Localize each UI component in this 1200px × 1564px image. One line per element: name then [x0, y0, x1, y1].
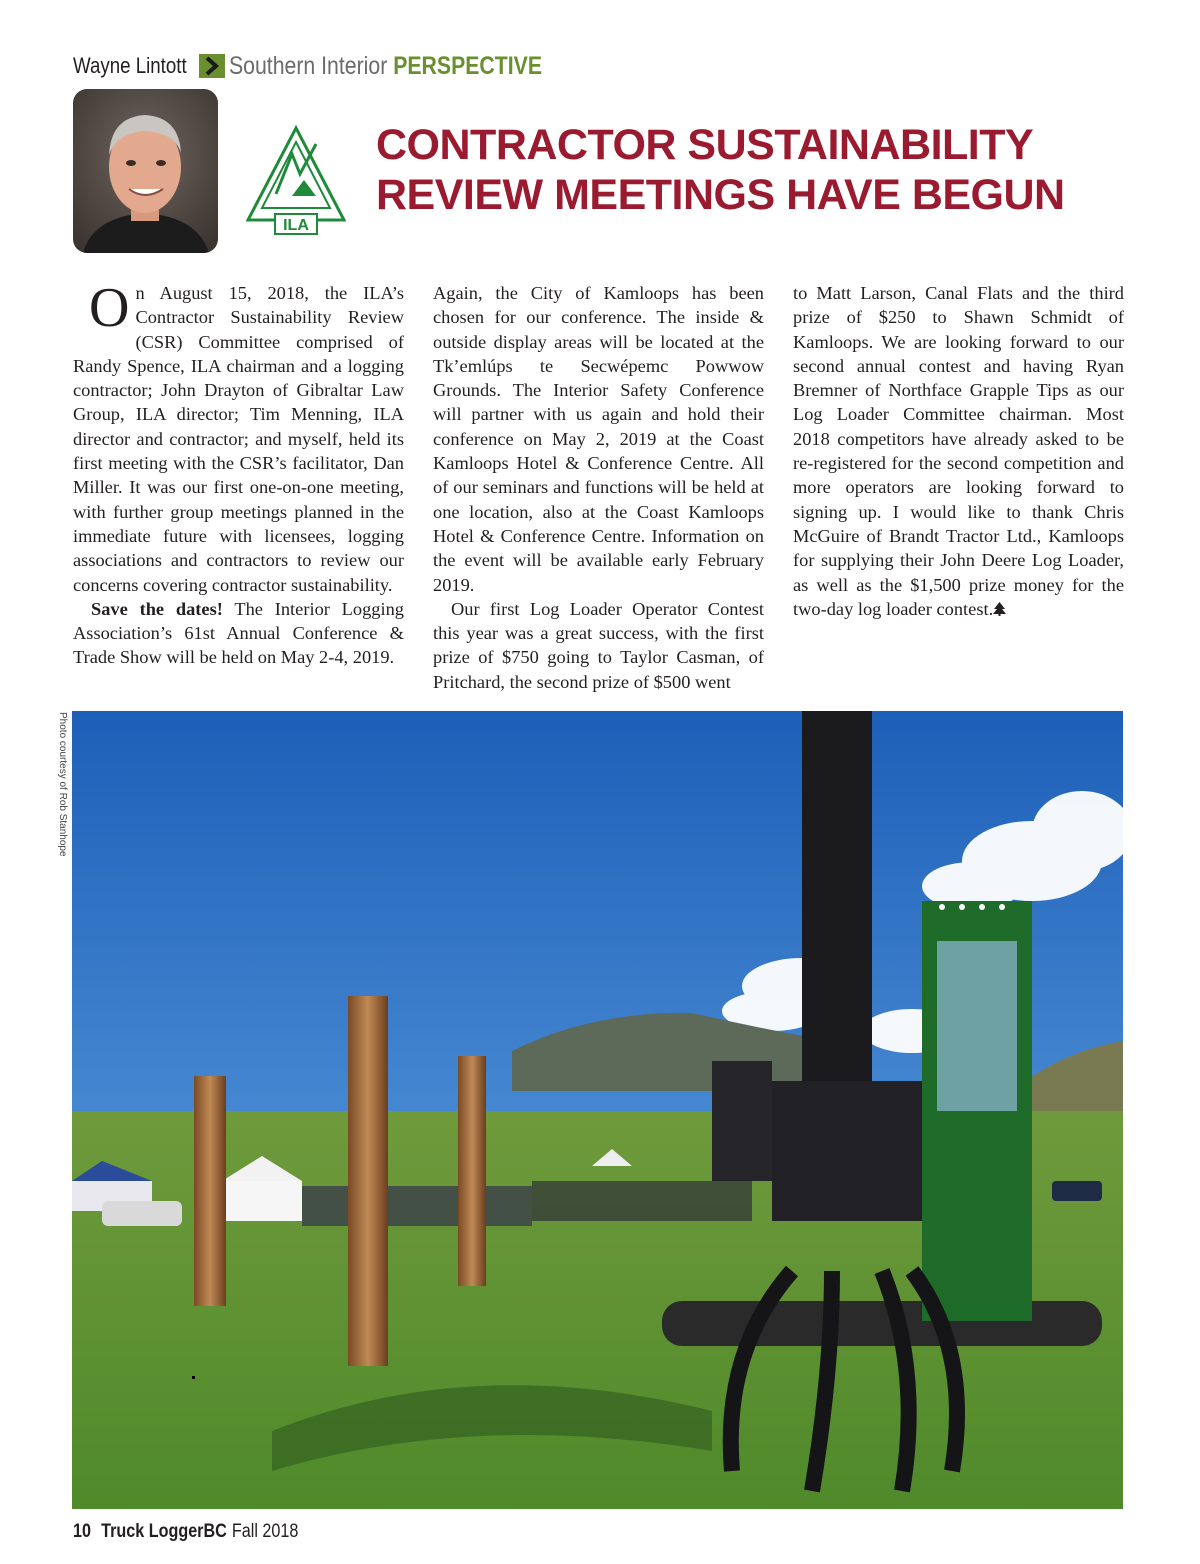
article-title — [376, 120, 1136, 220]
chevron-right-icon — [199, 54, 225, 78]
paragraph-2: Save the dates! The Interior Logging Association’s 61st Annual Conference & Trade Show will be held on May 2-4, 2019. — [73, 598, 404, 668]
article-header — [73, 50, 597, 82]
author-name: Wayne Lintott — [73, 53, 187, 78]
logo-text: ILA — [283, 217, 309, 234]
article-column-2 — [433, 281, 764, 694]
drop-cap: O — [89, 277, 130, 339]
tree-end-icon — [993, 602, 1006, 616]
page-number: 10 — [73, 1521, 91, 1542]
paragraph-4-continued: to Matt Larson, Canal Flats and the third prize of $250 to Shawn Schmidt of Kamloops. We are looking forward to our second annual contest and having Ryan Bremner of Northface Grapple Tips as our Log Loader Committee chairman. Most 2018 competitors have already asked to be re-registered for the second competition and more operators are looking forward to signing up. I would like to thank Chris McGuire of Brandt Tractor Ltd., Kamloops for supplying their John Deere Log Loader, as well as the $1,500 prize money for the two-day log loader contest. — [793, 283, 1124, 619]
section-highlight: PERSPECTIVE — [393, 51, 542, 80]
save-dates-lead: Save the dates! — [91, 598, 223, 619]
section-title — [229, 52, 542, 81]
photo-credit: Photo courtesy of Rob Stanhope — [57, 712, 68, 857]
author-photo — [73, 89, 218, 253]
article-column-1 — [73, 277, 404, 670]
log-loader-photo — [72, 711, 1123, 1509]
section-prefix: Southern Interior — [229, 51, 388, 80]
paragraph-3: Again, the City of Kamloops has been chosen for our conference. The inside & outside display areas will be located at the Tk’emlúps te Secwépemc Powwow Grounds. The Interior Safety Conference will partner with us again and hold their conference on May 2, 2019 at the Coast Kamloops Hotel & Conference Centre. All of our seminars and functions will be held at one location, also at the Coast Kamloops Hotel & Conference Centre. Information on the event will be available early February 2019. — [433, 283, 764, 595]
page-footer — [73, 1521, 298, 1543]
magazine-name: Truck LoggerBC — [101, 1521, 227, 1542]
paragraph-1: On August 15, 2018, the ILA’s Contractor Sustainability Review (CSR) Committee comprised of Randy Spence, ILA chairman and a logging contractor; John Drayton of Gibraltar Law Group, ILA director; Tim Menning, ILA director and contractor; and myself, held its first meeting with the CSR’s facilitator, Dan Miller. It was our first one-on-one meeting, with further group meetings planned in the immediate future with licensees, logging associations and contractors to review our concerns covering contractor sustainability. — [73, 277, 404, 595]
ila-logo — [246, 124, 346, 236]
title-line-2: REVIEW MEETINGS HAVE BEGUN — [376, 171, 1065, 219]
title-line-1: CONTRACTOR SUSTAINABILITY — [376, 121, 1034, 169]
article-column-3 — [793, 281, 1124, 621]
paragraph-4: Our first Log Loader Operator Contest this year was a great success, with the first prize of $750 going to Taylor Casman, of Pritchard, the second prize of $500 went — [433, 598, 764, 692]
issue-date: Fall 2018 — [231, 1521, 299, 1542]
